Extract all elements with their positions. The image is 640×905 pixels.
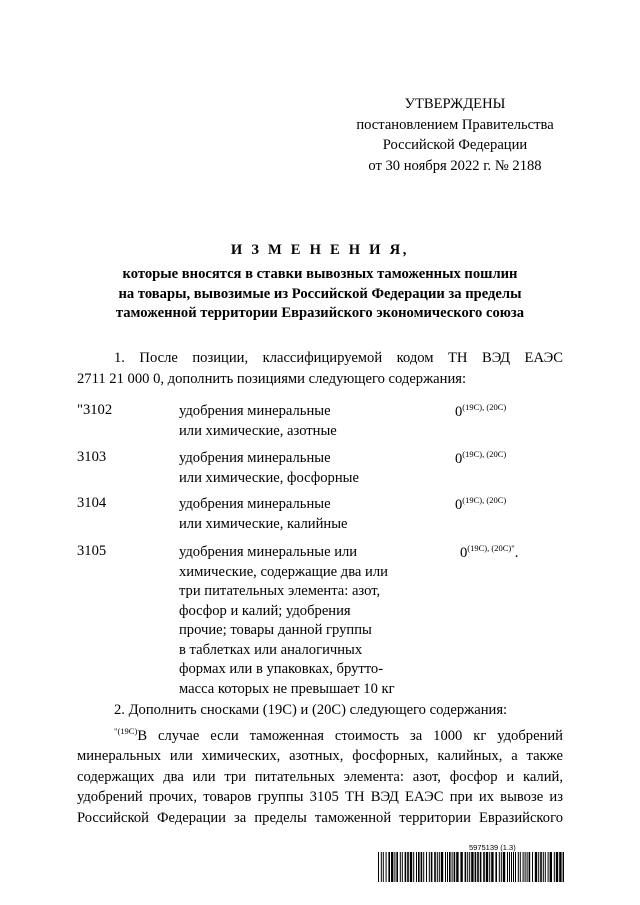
rate-value: 0	[455, 497, 463, 513]
subtitle-line: которые вносятся в ставки вывозных таможенных пошлин	[122, 266, 518, 282]
footnote-line: содержащих два или три питательных элемента: азот, фосфор и калий,	[77, 768, 563, 785]
position-code: 3103	[77, 449, 107, 465]
position-description	[179, 543, 409, 699]
position-description	[179, 449, 409, 488]
position-rate	[455, 402, 506, 421]
approval-block	[330, 94, 580, 176]
position-description	[179, 495, 409, 534]
approval-decree: постановлением Правительства	[356, 116, 554, 133]
position-code: 3105	[77, 543, 107, 559]
paragraph-1-line: 2711 21 000 0, дополнить позициями следующего содержания:	[77, 370, 467, 387]
description-line: удобрения минеральные	[179, 450, 331, 466]
rate-value: 0	[460, 545, 468, 561]
approval-date-number: от 30 ноября 2022 г. № 2188	[368, 157, 542, 174]
approval-heading: УТВЕРЖДЕНЫ	[404, 96, 506, 112]
position-description	[179, 402, 409, 441]
position-code: "3102	[77, 402, 113, 418]
footnote-line: минеральных или химических, азотных, фосфорных, калийных, а также	[77, 748, 563, 764]
footnote-line: удобрений прочих, товаров группы 3105 ТН ВЭД ЕАЭС при их вывозе из	[77, 789, 563, 805]
subtitle-line: на товары, вывозимые из Российской Федерации за пределы	[118, 285, 522, 302]
description-line: удобрения минеральные или	[179, 544, 358, 560]
rate-suffix: .	[514, 545, 519, 561]
description-line: масса которых не превышает 10 кг	[179, 680, 395, 697]
description-line: фосфор и калий; удобрения	[179, 602, 351, 619]
description-line: прочие; товары данной группы	[179, 622, 372, 638]
rate-footnote: (19С), (20С)	[462, 495, 507, 505]
description-line: три питательных элемента: азот,	[179, 583, 381, 599]
description-line: или химические, азотные	[179, 422, 337, 439]
footnote-mark: "(19С)	[114, 725, 138, 736]
position-rate	[455, 449, 506, 468]
description-line: в таблетках или аналогичных	[179, 641, 363, 658]
position-rate	[455, 495, 506, 514]
description-line: удобрения минеральные	[179, 403, 331, 419]
description-line: или химические, фосфорные	[179, 469, 359, 486]
position-rate	[460, 543, 518, 562]
rate-footnote: (19С), (20С)	[462, 402, 507, 412]
description-line: химические, содержащие два или	[179, 563, 388, 580]
barcode-number: 5975139 (1.3)	[469, 843, 516, 852]
paragraph-1	[77, 348, 563, 389]
description-line: или химические, калийные	[179, 515, 348, 532]
paragraph-2	[77, 700, 563, 828]
description-line: удобрения минеральные	[179, 496, 331, 512]
rate-footnote: (19С), (20С)	[462, 449, 507, 459]
approval-government: Российской Федерации	[382, 137, 528, 153]
paragraph-1-line: 1. После позиции, классифицируемой кодом ТН ВЭД ЕАЭС	[114, 350, 563, 366]
subtitle-line: таможенной территории Евразийского экономического союза	[115, 305, 525, 321]
rate-footnote: (19С), (20С)"	[467, 543, 515, 553]
footnote-line: Российской Федерации за пределы таможенной территории Евразийского	[77, 809, 563, 826]
paragraph-2-line: 2. Дополнить сносками (19С) и (20С) следующего содержания:	[114, 702, 508, 718]
barcode-icon	[378, 852, 564, 882]
footnote-text: В случае если таможенная стоимость за 1000 кг удобрений	[137, 727, 563, 744]
description-line: формах или в упаковках, брутто-	[179, 661, 384, 677]
position-code: 3104	[77, 495, 107, 511]
rate-value: 0	[455, 404, 463, 420]
footnote-line	[77, 721, 563, 747]
document-subtitle	[0, 265, 640, 324]
document-title: И З М Е Н Е Н И Я,	[230, 242, 410, 258]
rate-value: 0	[455, 451, 463, 467]
